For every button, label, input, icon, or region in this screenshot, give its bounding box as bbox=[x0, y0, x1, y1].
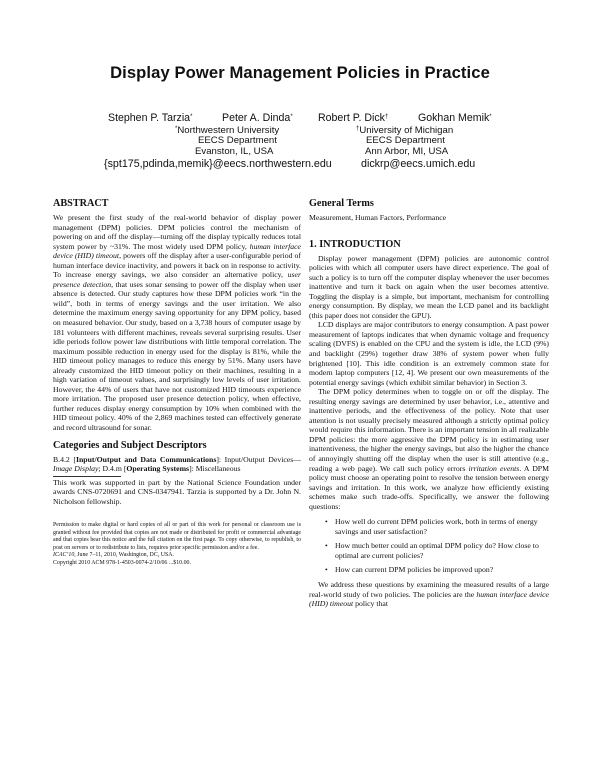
intro-paragraph-3: The DPM policy determines when to toggle on or off the display. The resulting energy savings are determined by user behavior, i.e., attentive and inattentive periods, and the effectiveness of the policy. Note that user attention is not usually precisely measured although a strictly optimal policy would require this information. There is an important tension in all realizable DPM policies: the more aggressive the DPM policy is in estimating user inattentiveness, the higher the energy savings, but also the higher the chance of annoyingly shutting off the display when the user is still attentive (e.g., reading a web page). We call such policy errors irritation events. A DPM policy must choose an operating point to resolve the tension between energy savings and irritation. In this work, we analyze how efficiently existing schemes make such trade-offs. Specifically, we answer the following questions: bbox=[309, 387, 549, 511]
city-northwestern: Evanston, IL, USA bbox=[195, 146, 274, 157]
permission-notice: Permission to make digital or hard copies of all or part of this work for personal or classroom use is granted without fee provided that copies are not made or distributed for profit or commercial advantage and that copies bear this notice and the full citation on the first page. To copy otherwise, to republish, to post on servers or to redistribute to lists, requires prior specific permission and/or a fee. bbox=[53, 522, 301, 551]
city-michigan: Ann Arbor, MI, USA bbox=[365, 146, 449, 157]
intro-paragraph-2: LCD displays are major contributors to energy consumption. A past power measurement of laptops indicates that when dynamic voltage and frequency scaling (DVFS) is enabled on the CPU and the system is idle, the LCD (9%) and backlight (29%) together draw 38% of system power when fully brightened [10]. This idle condition is an extremely common state for modern laptop computers [12, 4]. We present our own measurements of the potential energy savings (which exhibit similar behavior) in Section 3. bbox=[309, 320, 549, 387]
categories-text: B.4.2 [Input/Output and Data Communications]: Input/Output Devices—Image Display; D.4.m [Operating Systems]: Miscellaneous bbox=[53, 454, 301, 474]
right-column bbox=[309, 198, 549, 609]
department-northwestern: EECS Department bbox=[198, 135, 277, 146]
author-dinda: Peter A. Dinda* bbox=[222, 112, 293, 124]
affiliation-northwestern: *Northwestern University bbox=[175, 125, 280, 136]
list-item: • How can current DPM policies be improved upon? bbox=[335, 565, 549, 575]
funding-footnote: This work was supported in part by the National Science Foundation under awards CNS-0720691 and CNS-0347941. Tarzia is supported by a Dr. John N. Nicholson fellowship. bbox=[53, 477, 301, 506]
email-michigan: dickrp@eecs.umich.edu bbox=[361, 158, 476, 170]
introduction-heading: 1. INTRODUCTION bbox=[309, 238, 401, 250]
categories-heading: Categories and Subject Descriptors bbox=[53, 439, 207, 451]
abstract-text: We present the first study of the real-world behavior of display power management (DPM) policies. DPM policies control the mechanism of powering on and off the display—turning off the display typically reduces total system power by ~31%. The most widely used DPM policy, human interface device (HID) timeout, powers off the display after a user-configurable period of human interface device inactivity, and powers it back on in response to activity. To increase energy savings, we also consider an alternative policy, user presence detection, that uses sonar sensing to power off the display when user absence is detected. Our study captures how these DPM policies work “in the wild”, both in terms of energy savings and the user irritation. We also determine the maximum energy saving opportunity for any DPM policy, based on measured behavior. Our study, based on a 3,738 hours of computer usage by 181 volunteers with different machines, reveals several surprising results. User idle periods follow power law distributions with little temporal correlation. The maximum possible reduction in energy used for the display is 81%, while the HID timeout policy manages to reduce this energy by 51%. Many users have already customized the HID timeout policy on their machines, resulting in a high variation of timeout values, and surprisingly low levels of user irritation. However, the 44% of users that have not customized HID timeouts experience more irritation. The proposed user presence detection policy, when effective, further reduces display energy consumption by 10% when combined with the HID timeout policy. 40% of the 2,869 machines tested can effectively generate and record ultrasound for sonar. bbox=[53, 213, 301, 433]
copyright-line: Copyright 2010 ACM 978-1-4503-0074-2/10/06 ...$10.00. bbox=[53, 559, 191, 566]
department-michigan: EECS Department bbox=[366, 135, 445, 146]
venue-line: ICAC’10, June 7–11, 2010, Washington, DC, USA. bbox=[53, 552, 174, 559]
list-item: • How much better could an optimal DPM policy do? How close to optimal are current policies? bbox=[335, 541, 549, 560]
list-item: • How well do current DPM policies work, both in terms of energy savings and user satisfaction? bbox=[335, 517, 549, 536]
left-column bbox=[53, 198, 301, 567]
author-block bbox=[0, 112, 600, 178]
author-memik: Gokhan Memik* bbox=[418, 112, 492, 124]
email-northwestern: {spt175,pdinda,memik}@eecs.northwestern.edu bbox=[104, 158, 332, 170]
research-questions bbox=[319, 517, 549, 574]
paper-title: Display Power Management Policies in Practice bbox=[110, 63, 490, 82]
general-terms-text: Measurement, Human Factors, Performance bbox=[309, 213, 447, 222]
intro-paragraph-4: We address these questions by examining the measured results of a large real-world study of two policies. The policies are the human interface device (HID) timeout policy that bbox=[309, 580, 550, 609]
author-dick: Robert P. Dick† bbox=[318, 112, 389, 124]
affiliation-michigan: †University of Michigan bbox=[356, 125, 454, 136]
general-terms-heading: General Terms bbox=[309, 198, 374, 209]
abstract-heading: ABSTRACT bbox=[53, 198, 109, 209]
intro-paragraph-1: Display power management (DPM) policies are autonomic control policies with which all computer users have direct experience. The goal of such a policy is to turn off the computer display whenever the user becomes inattentive and turn it back on again when the user becomes attentive. Toggling the display is a simple, but important, mechanism for controlling energy consumption. By display, we mean the LCD panel and its backlight (this paper does not consider the GPU). bbox=[309, 253, 549, 320]
footnote-rule bbox=[53, 476, 121, 477]
author-tarzia: Stephen P. Tarzia* bbox=[108, 112, 193, 124]
